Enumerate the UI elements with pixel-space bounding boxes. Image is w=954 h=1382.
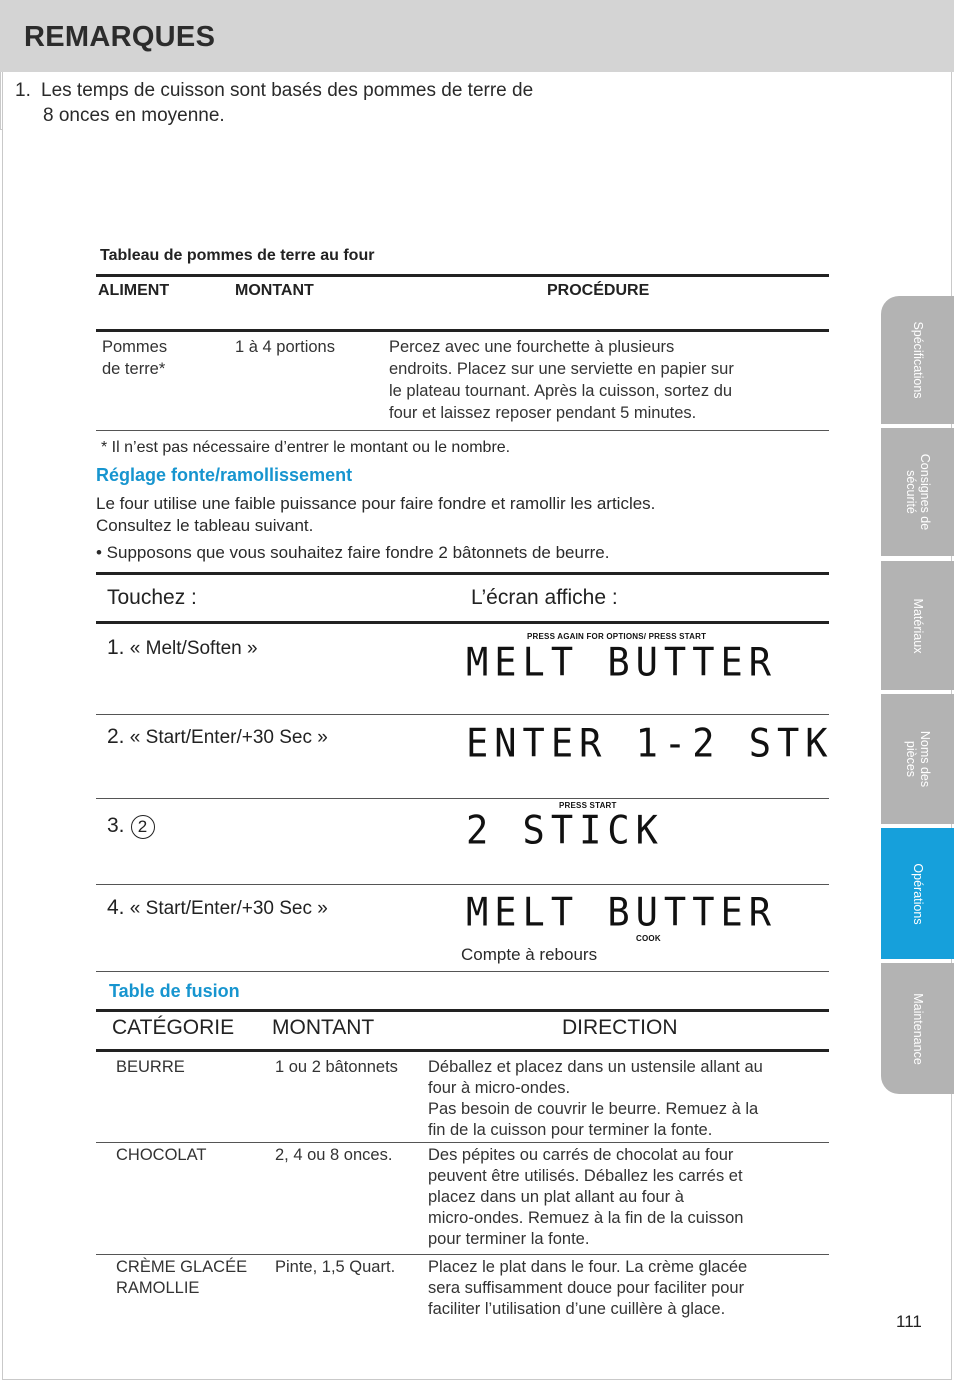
step-2-number: 2. [107,725,125,748]
fusion-row-2-amount: 2, 4 ou 8 onces. [275,1146,393,1164]
fusion-row-3-amount: Pinte, 1,5 Quart. [275,1258,396,1276]
step-3-lcd: 2 STICK [466,808,664,854]
step-4-lcd-note: COOK [636,934,661,943]
step-1-lcd-note: PRESS AGAIN FOR OPTIONS/ PRESS START [527,632,707,641]
potato-procedure-cell [389,336,734,424]
fusion-row-1-direction [428,1057,763,1141]
page-number: 111 [896,1312,922,1331]
potato-header-rule [96,329,829,332]
step-2-lcd: ENTER 1-2 STK [466,721,834,767]
step-4-lcd: MELT BUTTER [466,890,778,936]
fusion-direction-line: four à micro-ondes. [428,1079,571,1097]
step-4-number: 4. [107,896,125,919]
step-3 [107,814,155,839]
potato-procedure-line: Percez avec une fourchette à plusieurs [389,338,675,356]
side-tab-specifications[interactable] [881,296,954,424]
steps-header-rule [96,621,829,624]
steps-table-top-rule [96,572,829,575]
melt-intro-line2: Consultez le tableau suivant. [96,516,314,535]
steps-header-touch: Touchez : [107,586,197,609]
side-tab-label: Spécifications [910,321,925,399]
step-4 [107,896,328,920]
side-tab-parts[interactable] [881,694,954,824]
steps-header-display: L’écran affiche : [471,586,618,609]
fusion-direction-line: Pas besoin de couvrir le beurre. Remuez à la [428,1100,759,1118]
step-1-number: 1. [107,636,125,659]
fusion-direction-line: faciliter l’utilisation d’une cuillère à glace. [428,1300,726,1318]
side-tab-materials[interactable] [881,561,954,690]
potato-procedure-line: le plateau tournant. Après la cuisson, sortez du [389,382,733,400]
remarks-note-line1: Les temps de cuisson sont basés des pommes de terre de [41,80,534,101]
potato-header-procedure: PROCÉDURE [547,282,650,299]
step-4-label: « Start/Enter/+30 Sec » [129,898,328,919]
potato-amount-cell: 1 à 4 portions [235,338,335,356]
fusion-row-divider [96,1142,829,1143]
potato-procedure-line: endroits. Placez sur une serviette en papier sur [389,360,734,378]
step-1 [107,636,258,660]
fusion-direction-line: pour terminer la fonte. [428,1230,590,1248]
potato-table-top-rule [96,274,829,277]
step-3-number: 3. [107,814,125,837]
potato-food-cell [102,336,167,380]
fusion-direction-line: sera suffisamment douce pour faciliter pour [428,1279,745,1297]
countdown-label: Compte à rebours [461,945,598,964]
melt-section-heading: Réglage fonte/ramollissement [96,465,353,485]
side-tab-label: Noms des pièces [903,730,932,788]
step-1-lcd: MELT BUTTER [466,640,778,686]
step-3-lcd-note: PRESS START [559,801,617,810]
step-3-key-2: 2 [131,815,155,839]
remarks-title: REMARQUES [24,21,216,53]
remarks-header [0,0,954,72]
fusion-direction-line: micro-ondes. Remuez à la fin de la cuisson [428,1209,744,1227]
side-tab-safety[interactable] [881,428,954,556]
side-tab-label: Matériaux [910,598,925,653]
fusion-row-3-category [116,1257,247,1299]
side-tab-label: Opérations [910,862,925,925]
fusion-direction-line: placez dans un plat allant au four à [428,1188,684,1206]
potato-footnote: * Il n’est pas nécessaire d’entrer le montant ou le nombre. [101,439,511,456]
fusion-header-amount: MONTANT [272,1016,375,1039]
fusion-direction-line: Placez le plat dans le four. La crème glacée [428,1258,748,1276]
fusion-row-3-direction [428,1257,747,1320]
potato-food-line1: Pommes [102,338,168,356]
potato-header-amount: MONTANT [235,282,314,299]
fusion-row-1-amount: 1 ou 2 bâtonnets [275,1058,398,1076]
side-tab-maintenance[interactable] [881,963,954,1094]
fusion-direction-line: peuvent être utilisés. Déballez les carrés et [428,1167,743,1185]
side-tab-label: Consignes de sécurité [903,453,932,531]
potato-procedure-line: four et laissez reposer pendant 5 minutes. [389,404,697,422]
step-divider [96,798,829,799]
fusion-row-2-category: CHOCOLAT [116,1146,207,1164]
step-divider [96,884,829,885]
step-2 [107,725,328,749]
remarks-note [15,78,533,128]
fusion-category-line: RAMOLLIE [116,1279,200,1297]
side-tab-label: Maintenance [910,992,925,1065]
potato-food-line2: de terre* [102,360,166,378]
steps-table-bottom-rule [96,971,829,972]
remarks-note-number: 1. [15,80,31,101]
fusion-direction-line: fin de la cuisson pour terminer la fonte. [428,1121,713,1139]
melt-bullet: • Supposons que vous souhaitez faire fondre 2 bâtonnets de beurre. [96,543,610,562]
melt-intro-line1: Le four utilise une faible puissance pour faire fondre et ramollir les articles. [96,494,656,513]
potato-table-caption: Tableau de pommes de terre au four [100,247,375,264]
step-divider [96,714,829,715]
fusion-category-line: CRÈME GLACÉE [116,1258,248,1276]
potato-table-bottom-rule [96,430,829,431]
step-2-label: « Start/Enter/+30 Sec » [129,727,328,748]
step-1-label: « Melt/Soften » [129,638,258,659]
fusion-header-rule [96,1049,829,1052]
fusion-row-divider [96,1254,829,1255]
side-tab-operations[interactable] [881,828,954,959]
remarks-box [0,0,729,130]
fusion-header-direction: DIRECTION [562,1016,678,1039]
fusion-row-1-category: BEURRE [116,1058,185,1076]
fusion-table-heading: Table de fusion [109,981,240,1001]
fusion-header-category: CATÉGORIE [112,1016,235,1039]
remarks-note-line2: 8 onces en moyenne. [43,105,225,126]
fusion-direction-line: Déballez et placez dans un ustensile allant au [428,1058,763,1076]
fusion-direction-line: Des pépites ou carrés de chocolat au four [428,1146,734,1164]
potato-header-food: ALIMENT [98,282,170,299]
fusion-table-top-rule [96,1009,829,1012]
fusion-row-2-direction [428,1145,743,1250]
